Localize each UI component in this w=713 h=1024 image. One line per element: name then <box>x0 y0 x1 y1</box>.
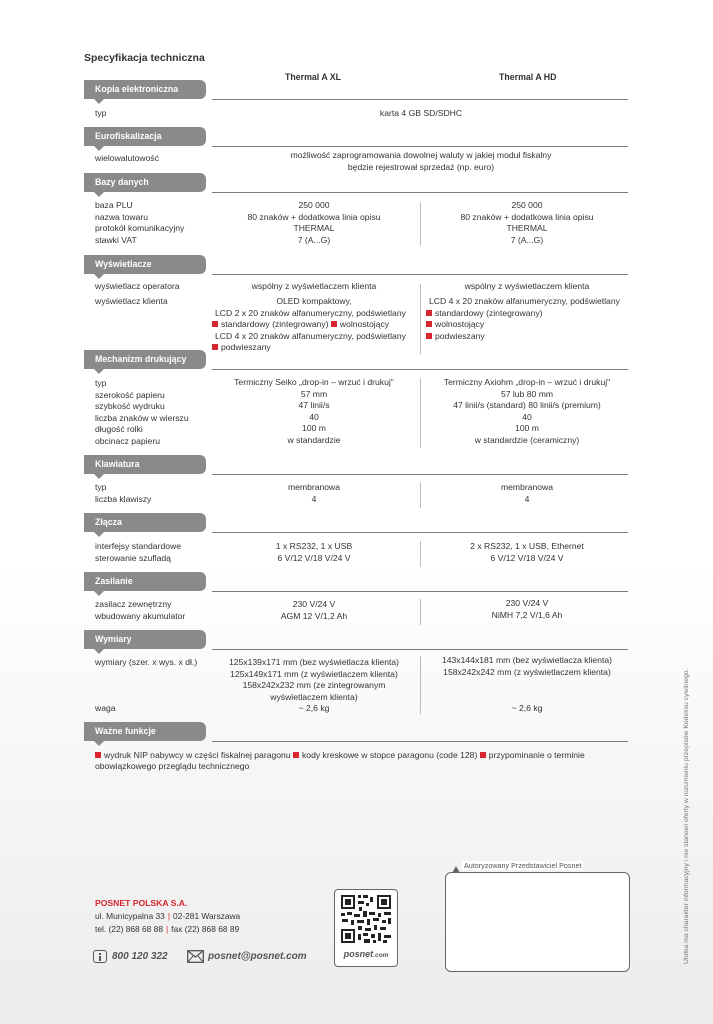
section-wysw: Wyświetlacze <box>84 255 206 274</box>
hd-client-option <box>426 331 630 343</box>
row-label: wielowalutowość <box>95 153 160 163</box>
address: ul. Municypalna 33 | 02-281 Warszawa <box>95 911 241 921</box>
bullet-icon <box>95 752 101 758</box>
feature-item: kody kreskowe w stopce paragonu (code 128) <box>302 750 478 760</box>
bullet-icon <box>426 321 432 327</box>
divider <box>212 274 628 275</box>
values-xl-client <box>212 296 416 354</box>
row-label: waga <box>95 703 116 713</box>
values-hd-client <box>426 296 630 342</box>
column-header-xl: Thermal A XL <box>285 72 342 82</box>
values-hd: 230 V/24 V NiMH 7,2 V/1,6 Ah <box>491 598 563 620</box>
bullet-icon <box>331 321 337 327</box>
values-xl: 1 x RS232, 1 x USB 6 V/12 V/18 V/24 V <box>275 541 353 563</box>
value-xl-operator: wspólny z wyświetlaczem klienta <box>251 281 377 291</box>
hd-client-line: LCD 4 x 20 znaków alfanumeryczny, podświetlany <box>429 296 620 306</box>
fax: fax (22) 868 68 89 <box>171 924 240 934</box>
divider <box>212 532 628 533</box>
qr-caption: posnet.com <box>343 949 389 959</box>
row-value: karta 4 GB SD/SDHC <box>379 108 463 118</box>
hd-client-option <box>426 308 630 320</box>
street: ul. Municypalna 33 <box>95 911 165 921</box>
hd-client-option <box>426 319 630 331</box>
section-eufisk: Eurofiskalizacja <box>84 127 206 146</box>
qr-code-box[interactable] <box>334 889 398 967</box>
values-xl: membranowa 4 <box>287 482 341 504</box>
values-hd: membranowa 4 <box>500 482 554 504</box>
divider <box>212 741 628 742</box>
bullet-icon <box>480 752 486 758</box>
column-header-hd: Thermal A HD <box>499 72 557 82</box>
values-xl: Termiczny Seiko „drop-in – wrzuć i drukuj" 57 mm 47 linii/s 40 100 m w standardzie <box>234 377 394 445</box>
section-funkcje: Ważne funkcje <box>84 722 206 741</box>
option-text: standardowy (zintegrowany) <box>221 319 329 330</box>
values-hd: 2 x RS232, 1 x USB, Ethernet 6 V/12 V/18 V/24 V <box>470 541 584 563</box>
section-wymiary: Wymiary <box>84 630 206 649</box>
divider <box>212 591 628 592</box>
bullet-icon <box>426 333 432 339</box>
features-list <box>95 749 628 761</box>
feature-item-continued: obowiązkowego przeglądu technicznego <box>95 761 250 771</box>
option-text: wolnostojący <box>339 319 390 330</box>
row-labels: typ szerokość papieru szybkość wydruku liczba znaków w wierszu długość rolki obcinacz papieru <box>95 378 189 446</box>
xl-client-line: LCD 2 x 20 znaków alfanumeryczny, podświetlany <box>215 307 406 318</box>
divider <box>212 99 628 100</box>
hotline-number[interactable]: 800 120 322 <box>112 951 168 962</box>
row-value: możliwość zaprogramowania dowolnej waluty w jakiej moduł fiskalny będzie rejestrował sprzedaż (np. euro) <box>290 150 552 172</box>
divider <box>212 146 628 147</box>
phone-fax: tel. (22) 868 68 88 | fax (22) 868 68 89 <box>95 924 240 934</box>
mail-icon <box>187 950 204 963</box>
section-klaw: Klawiatura <box>84 455 206 474</box>
xl-client-option <box>212 342 416 354</box>
section-kopia: Kopia elektroniczna <box>84 80 206 99</box>
xl-client-line: OLED kompaktowy, <box>276 296 352 306</box>
representative-box <box>445 872 630 972</box>
values-xl: 250 000 80 znaków + dodatkowa linia opisu THERMAL 7 (A...G) <box>247 200 381 245</box>
info-phone-icon <box>93 950 107 963</box>
row-labels: interfejsy standardowe sterowanie szufladą <box>95 541 181 563</box>
page-title: Specyfikacja techniczna <box>84 52 205 64</box>
values-xl: 125x139x171 mm (bez wyświetlacza klienta) 125x149x171 mm (z wyświetlaczem klienta) 158x242x232 mm (ze zintegrowanym wyświetlaczem klienta) <box>228 657 400 702</box>
feature-item: przypominanie o terminie <box>488 750 585 760</box>
row-labels: baza PLU nazwa towaru protokół komunikacyjny stawki VAT <box>95 200 185 245</box>
option-text: standardowy (zintegrowany) <box>435 307 543 318</box>
xl-client-line: LCD 4 x 20 znaków alfanumeryczny, podświetlany <box>215 330 406 341</box>
bullet-icon <box>293 752 299 758</box>
bullet-icon <box>212 321 218 327</box>
divider <box>212 649 628 650</box>
column-divider <box>420 378 421 448</box>
pointer-icon <box>452 866 460 873</box>
telephone: tel. (22) 868 68 88 <box>95 924 163 934</box>
row-label: typ <box>95 108 107 118</box>
feature-item: wydruk NIP nabywcy w części fiskalnej paragonu <box>104 750 291 760</box>
values-hd: Termiczny Axiohm „drop-in – wrzuć i drukuj" 57 lub 80 mm 47 linii/s (standard) 80 linii/s (premium) 40 100 m w standardzie (ceramiczny) <box>443 377 611 445</box>
value-xl-waga: ~ 2,6 kg <box>298 703 330 713</box>
section-zasil: Zasilanie <box>84 572 206 591</box>
values-hd: 250 000 80 znaków + dodatkowa linia opisu THERMAL 7 (A...G) <box>460 200 594 245</box>
column-divider <box>420 284 421 354</box>
email-link[interactable]: posnet@posnet.com <box>208 951 307 962</box>
value-hd-waga: ~ 2,6 kg <box>511 703 543 713</box>
option-text: podwieszany <box>435 330 485 341</box>
column-divider <box>420 541 421 567</box>
divider <box>212 192 628 193</box>
option-text: wolnostojący <box>435 319 485 330</box>
column-divider <box>420 599 421 625</box>
divider <box>212 369 628 370</box>
company-name: POSNET POLSKA S.A. <box>95 898 188 908</box>
qr-code-icon <box>335 890 397 948</box>
row-label: wyświetlacz klienta <box>95 296 168 306</box>
row-labels: zasilacz zewnętrzny wbudowany akumulator <box>95 599 186 621</box>
column-divider <box>420 656 421 714</box>
bullet-icon <box>212 344 218 350</box>
bullet-icon <box>426 310 432 316</box>
section-zlacza: Złącza <box>84 513 206 532</box>
row-labels: typ liczba klawiszy <box>95 482 152 504</box>
column-divider <box>420 202 421 246</box>
side-note: Ulotka ma charakter informacyjny i nie stanowi oferty w rozumieniu przepisów Kodeksu cywilnego. <box>683 668 690 964</box>
representative-title: Autoryzowany Przedstawiciel Posnet <box>464 861 582 870</box>
divider <box>212 474 628 475</box>
xl-client-options <box>212 319 416 331</box>
column-divider <box>420 482 421 508</box>
row-label: wyświetlacz operatora <box>95 281 180 291</box>
section-bazy: Bazy danych <box>84 173 206 192</box>
values-hd: 143x144x181 mm (bez wyświetlacza klienta) 158x242x242 mm (z wyświetlaczem klienta) <box>441 655 613 677</box>
row-label: wymiary (szer. x wys. x dł.) <box>95 657 198 667</box>
option-text: podwieszany <box>221 342 271 353</box>
section-mech: Mechanizm drukujący <box>84 350 206 369</box>
city: 02-281 Warszawa <box>173 911 241 921</box>
values-xl: 230 V/24 V AGM 12 V/1,2 Ah <box>280 599 348 621</box>
value-hd-operator: wspólny z wyświetlaczem klienta <box>464 281 590 291</box>
